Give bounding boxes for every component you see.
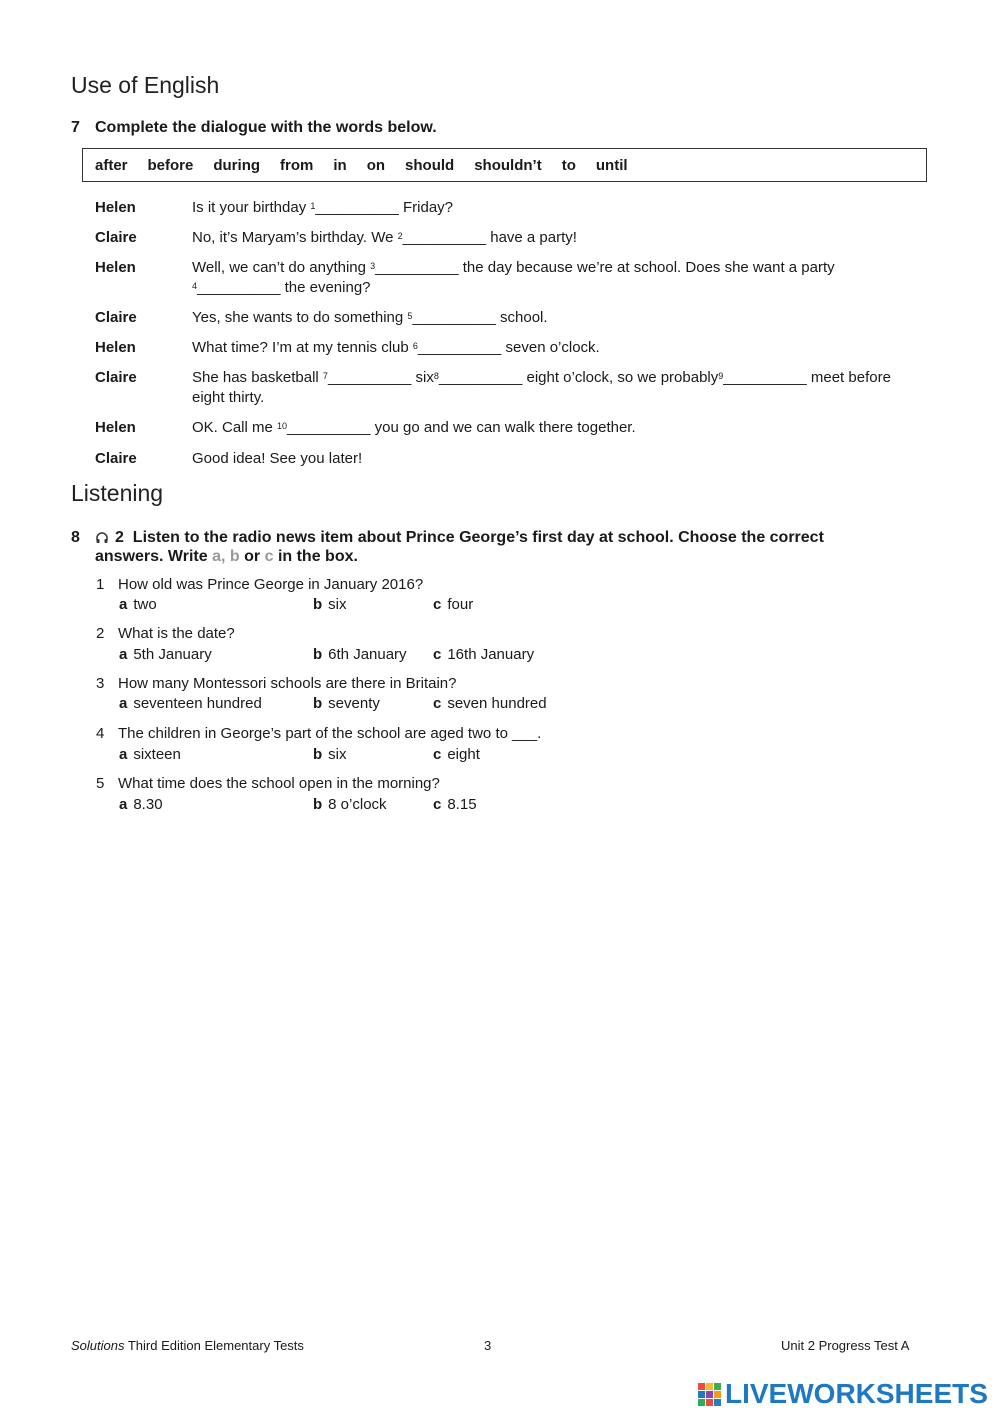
option-a[interactable]: a sixteen bbox=[119, 746, 181, 763]
option-c[interactable]: c seven hundred bbox=[433, 695, 547, 712]
word-option: on bbox=[366, 156, 386, 174]
speaker-name: Helen bbox=[95, 259, 136, 276]
dialogue-line: Yes, she wants to do something $^5$__________ school. bbox=[192, 309, 548, 326]
section-title-use-of-english: Use of English bbox=[71, 72, 220, 98]
logo-text: LIVEWORKSHEETS bbox=[725, 1378, 988, 1409]
option-a[interactable]: a 5th January bbox=[119, 646, 212, 663]
option-c[interactable]: c 16th January bbox=[433, 646, 535, 663]
dialogue-line: No, it’s Maryam’s birthday. We $^2$__________ have a party! bbox=[192, 229, 577, 246]
gap-blank-2[interactable]: __________ have a party! bbox=[402, 229, 577, 246]
word-option: in bbox=[333, 156, 347, 174]
word-option: from bbox=[280, 156, 314, 174]
question-text: How many Montessori schools are there in Britain? bbox=[118, 675, 457, 692]
question-text: What time does the school open in the morning? bbox=[118, 775, 440, 792]
option-b[interactable]: b seventy bbox=[313, 695, 380, 712]
question-text: The children in George’s part of the school are aged two to ___. bbox=[118, 725, 542, 742]
option-a[interactable]: a 8.30 bbox=[119, 796, 163, 813]
logo-grid-square bbox=[698, 1399, 705, 1406]
exercise-instruction: Complete the dialogue with the words below. bbox=[95, 119, 437, 136]
option-b[interactable]: b six bbox=[313, 746, 347, 763]
dialogue-line: Good idea! See you later! bbox=[192, 450, 363, 467]
footer-page-number: 3 bbox=[484, 1338, 492, 1353]
liveworksheets-logo bbox=[698, 1378, 988, 1410]
gap-blank-7[interactable]: __________ six bbox=[327, 369, 434, 386]
option-b[interactable]: b 6th January bbox=[313, 646, 407, 663]
logo-grid-icon bbox=[698, 1383, 721, 1406]
gap-blank-6[interactable]: __________ seven o’clock. bbox=[417, 339, 600, 356]
question-number: 1 bbox=[96, 576, 105, 593]
logo-grid-square bbox=[698, 1383, 705, 1390]
option-a[interactable]: a seventeen hundred bbox=[119, 695, 262, 712]
footer-test-name: Unit 2 Progress Test A bbox=[781, 1338, 910, 1353]
option-b[interactable]: b six bbox=[313, 596, 347, 613]
section-title-listening: Listening bbox=[71, 480, 164, 506]
gap-blank-3[interactable]: __________ the day because we’re at school. Does she want a party bbox=[375, 259, 835, 276]
exercise-8-heading: 8 2 Listen to the radio news item about Prince George’s first day at school. Choose the correct answers. Write a, b or c in the box. bbox=[71, 529, 824, 565]
gap-blank-5[interactable]: __________ school. bbox=[412, 309, 548, 326]
dialogue-line: Is it your birthday $^1$__________ Friday? bbox=[192, 199, 454, 216]
logo-grid-square bbox=[706, 1399, 713, 1406]
gap-blank-9[interactable]: __________ meet before bbox=[723, 369, 891, 386]
logo-grid-square bbox=[698, 1391, 705, 1398]
footer-book-title: Solutions Third Edition Elementary Tests bbox=[71, 1338, 304, 1353]
logo-grid-square bbox=[714, 1399, 721, 1406]
option-c[interactable]: c 8.15 bbox=[433, 796, 477, 813]
gap-blank-8[interactable]: __________ eight o’clock, so we probably bbox=[438, 369, 719, 386]
headphones-icon bbox=[95, 531, 109, 545]
word-option: to bbox=[561, 156, 576, 174]
question-number: 4 bbox=[96, 725, 105, 742]
word-option: shouldn’t bbox=[474, 156, 542, 174]
word-option: until bbox=[595, 156, 628, 174]
speaker-name: Claire bbox=[95, 229, 137, 246]
speaker-name: Helen bbox=[95, 419, 136, 436]
gap-blank-4[interactable]: __________ the evening? bbox=[197, 279, 371, 296]
question-text: How old was Prince George in January 2016? bbox=[118, 576, 424, 593]
question-text: What is the date? bbox=[118, 625, 235, 642]
option-a[interactable]: a two bbox=[119, 596, 157, 613]
exercise-number: 7 bbox=[71, 119, 80, 136]
exercise-number: 8 bbox=[71, 529, 80, 546]
dialogue-line: Well, we can’t do anything $^3$__________ the day because we’re at school. Does she want a party $^4$__________ the evening? bbox=[192, 259, 835, 296]
question-number: 3 bbox=[96, 675, 105, 692]
speaker-name: Claire bbox=[95, 369, 137, 386]
speaker-name: Claire bbox=[95, 450, 137, 467]
word-option: before bbox=[147, 156, 194, 174]
question-number: 2 bbox=[96, 625, 105, 642]
logo-grid-square bbox=[714, 1391, 721, 1398]
option-b[interactable]: b 8 o’clock bbox=[313, 796, 387, 813]
word-box bbox=[82, 148, 927, 182]
dialogue-line: What time? I’m at my tennis club $^6$__________ seven o’clock. bbox=[192, 339, 600, 356]
track-number: 2 bbox=[115, 529, 124, 546]
word-option: should bbox=[405, 156, 455, 174]
gap-blank-10[interactable]: __________ you go and we can walk there together. bbox=[287, 419, 636, 436]
dialogue-line: She has basketball $^7$__________ six$^8$__________ eight o’clock, so we probably$^9$__________ meet before eight thirty. bbox=[192, 369, 891, 406]
speaker-name: Helen bbox=[95, 339, 136, 356]
speaker-name: Claire bbox=[95, 309, 137, 326]
speaker-name: Helen bbox=[95, 199, 136, 216]
logo-grid-square bbox=[714, 1383, 721, 1390]
word-option: after bbox=[95, 156, 128, 174]
logo-grid-square bbox=[706, 1391, 713, 1398]
exercise-7-heading bbox=[71, 119, 437, 137]
option-c[interactable]: c four bbox=[433, 596, 474, 613]
logo-grid-square bbox=[706, 1383, 713, 1390]
gap-blank-1[interactable]: __________ Friday? bbox=[315, 199, 454, 216]
question-number: 5 bbox=[96, 775, 105, 792]
dialogue-line: OK. Call me $^{10}$__________ you go and we can walk there together. bbox=[192, 419, 636, 436]
word-option: during bbox=[213, 156, 261, 174]
option-c[interactable]: c eight bbox=[433, 746, 480, 763]
